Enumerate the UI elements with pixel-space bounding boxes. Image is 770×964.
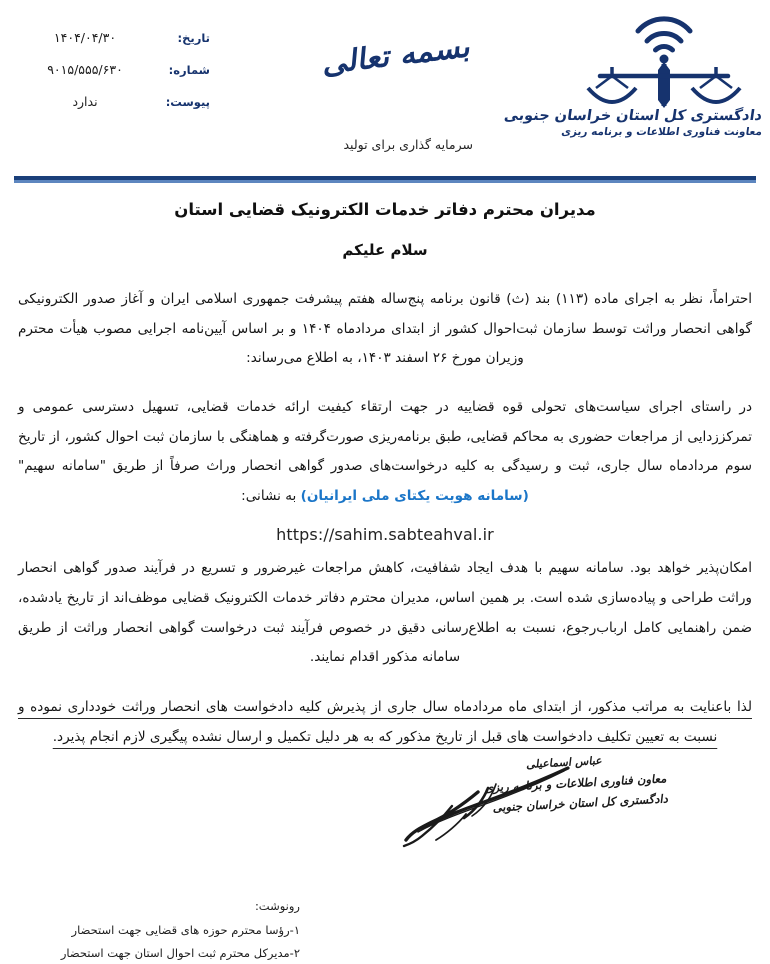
organization-logo: [503, 4, 764, 164]
paragraph-4: لذا باعنایت به مراتب مذکور، از ابتدای ماه مردادماه سال جاری از پذیرش کلیه دادخواست های انحصار وراثت خودداری نموده و نسبت به تعیین تکلیف دادخواست های قبل از تاریخ مذکور که به هر دلیل تکمیل و ارسال نشده پیگیری لازم انجام پذیرد.: [18, 698, 752, 745]
date-label: تاریخ:: [177, 31, 210, 45]
paragraph-2: [18, 393, 752, 512]
scales-of-justice-wifi-icon: [566, 4, 762, 112]
letter-meta-block: [14, 30, 210, 126]
document-header: [0, 0, 770, 176]
logo-dept-name: معاونت فناوری اطلاعات و برنامه ریزی: [560, 125, 763, 138]
paragraph-2-text-before: در راستای اجرای سیاست‌های تحولی قوه قضاییه در جهت ارتقاء کیفیت ارائه خدمات قضایی، تسهیل دسترسی عمومی و تمرکززدایی از مراجعات حضوری به محاکم قضایی، طبق برنامه‌ریزی صورت‌گرفته و هماهنگی با سازمان ثبت احوال کشور، از تاریخ سوم مردادماه سال جاری، ثبت و رسیدگی به کلیه درخواست‌های صدور گواهی انحصار وراث صرفاً از طریق "سامانه سهیم": [18, 398, 752, 475]
signatory-name: عباس اسماعیلی: [525, 754, 604, 771]
signatory-role-line-2: دادگستری کل استان خراسان جنوبی: [492, 791, 670, 815]
sahim-url[interactable]: https://sahim.sabteahval.ir: [276, 525, 494, 545]
number-value: ۹۰۱۵/۵۵۵/۶۳۰: [47, 62, 123, 77]
besmeh-taali: بسمه تعالی: [322, 29, 473, 82]
paragraph-1: احتراماً، نظر به اجرای ماده (۱۱۳) بند (ث) قانون برنامه پنج‌ساله هفتم پیشرفت جمهوری اسلامی ایران و آغاز صدور الکترونیکی گواهی انحصار وراثت توسط سازمان ثبت‌احوال کشور از ابتدای مردادماه ۱۴۰۴ و بر اساس آیین‌نامه اجرایی مصوب هیأت محترم وزیران مورخ ۲۶ اسفند ۱۴۰۳، به اطلاع می‌رساند:: [18, 291, 753, 367]
attachment-value: ندارد: [72, 94, 98, 109]
signatory-role-line-1: معاون فناوری اطلاعات و برنامه ریزی: [483, 771, 668, 795]
paragraph-3: امکان‌پذیر خواهد بود. سامانه سهیم با هدف ایجاد شفافیت، کاهش مراجعات غیرضرور و تسریع در فرآیند صدور گواهی انحصار وراثت طراحی و پیاده‌سازی شده است. بر همین اساس، مدیران محترم دفاتر خدمات الکترونیک قضایی موظف‌اند از تاریخ یادشده، ضمن راهنمایی کامل ارباب‌رجوع، نسبت به اطلاع‌رسانی دقیق در خصوص فرآیند ثبت درخواست گواهی انحصار وراثت از طریق سامانه مذکور اقدام نمایند.: [18, 560, 752, 666]
year-slogan: سرمایه گذاری برای تولید: [343, 137, 473, 152]
meta-row-attachment: [14, 94, 210, 109]
addressee-line: مدیران محترم دفاتر خدمات الکترونیک قضایی استان: [174, 200, 596, 219]
signature-block: [402, 756, 712, 876]
cc-title: رونوشت:: [254, 899, 300, 913]
number-label: شماره:: [168, 63, 210, 77]
cc-item-2: ۲-مدیرکل محترم ثبت احوال استان جهت استحضار: [60, 945, 300, 960]
sahim-system-highlight: (سامانه هویت یکتای ملی ایرانیان): [300, 487, 529, 504]
divider-light-bar: [14, 180, 756, 183]
cc-item-1: ۱-رؤسا محترم حوزه های قضایی جهت استحضار: [71, 923, 300, 938]
carbon-copy-block: [10, 895, 300, 964]
attachment-label: پیوست:: [165, 95, 210, 109]
logo-org-name: دادگستری کل استان خراسان جنوبی: [503, 108, 764, 124]
greeting-line: سلام علیکم: [342, 241, 428, 259]
meta-row-date: [14, 30, 210, 45]
meta-row-number: [14, 62, 210, 77]
paragraph-2-text-after: به نشانی:: [241, 487, 301, 504]
document-body: [14, 190, 756, 752]
header-divider: [14, 176, 756, 183]
date-value: ۱۴۰۴/۰۴/۳۰: [53, 30, 117, 45]
